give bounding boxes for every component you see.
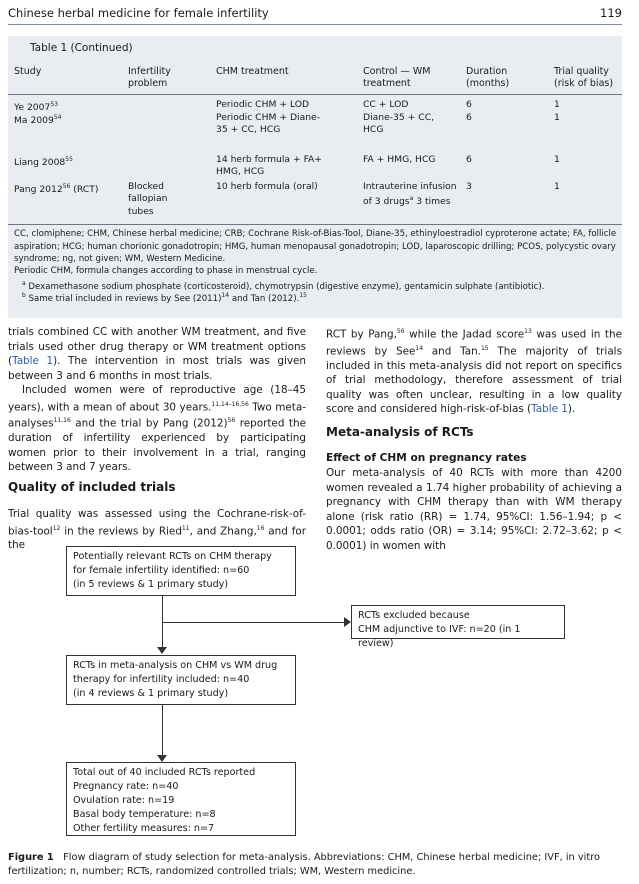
table-row-chm: Periodic CHM + Diane-35 + CC, HCG bbox=[216, 112, 321, 136]
table-row-study: Pang 2012$^{56}$ (RCT) bbox=[14, 183, 99, 196]
flow-box-outcomes: Total out of 40 included RCTs reported Pregnancy rate: n=40 Ovulation rate: n=19 Basal body temperature: n=8 Other fertility measures: n=7 bbox=[66, 762, 296, 836]
table-footnote-periodic: Periodic CHM, formula changes according to phase in menstrual cycle. bbox=[14, 266, 318, 276]
right-paragraph-2: Our meta-analysis of 40 RCTs with more than 4200 women revealed a 1.74 higher probability of achieving a pregnancy with CHM therapy than with WM therapy alone (risk ratio (RR) = 1.74, 95%CI: 1.56–1.94; p < 0.0001; odds ratio (OR) = 3.14; 95%CI: 2.72–3.62; p < 0.0001) in women with bbox=[326, 467, 622, 552]
table-row-duration: 6 bbox=[466, 112, 472, 123]
flow-box-excluded: RCTs excluded because CHM adjunctive to IVF: n=20 (in 1 review) bbox=[351, 605, 565, 639]
col-header-control: Control — WM treatment bbox=[363, 66, 431, 89]
table-row-quality: 1 bbox=[554, 154, 560, 165]
left-paragraph-2: Included women were of reproductive age (18–45 years), with a mean of about 30 years.$^{11,14-16,56}$ Two meta-analyses$^{11,16}$ and the trial by Pang $(2012)^{56}$ reported the duration of infertility experienced by participating women prior to their involvement in a trial, ranging between 3 and 7 years. bbox=[8, 384, 306, 474]
table-row-chm: Periodic CHM + LOD bbox=[216, 99, 310, 110]
table-row-study: Liang 2008$^{55}$ bbox=[14, 156, 73, 169]
table-row-quality: 1 bbox=[554, 112, 560, 123]
table-row-duration: 6 bbox=[466, 154, 472, 165]
table-row-control: CC + LOD bbox=[363, 99, 409, 110]
table-footnote-a: $^a$ Dexamethasone sodium phosphate (corticosteroid), chymotrypsin (digestive enzyme), gentamicin sulphate (antibiotic). bbox=[22, 280, 545, 292]
table-header-rule bbox=[8, 94, 622, 95]
table-row-duration: 6 bbox=[466, 99, 472, 110]
page-number: 119 bbox=[600, 6, 622, 20]
section-heading-quality: Quality of included trials bbox=[8, 480, 176, 494]
table-row-control: Diane-35 + CC, HCG bbox=[363, 112, 435, 136]
col-header-duration: Duration (months) bbox=[466, 66, 510, 89]
flow-box-included: RCTs in meta-analysis on CHM vs WM drug therapy for infertility included: n=40 (in 4 reviews & 1 primary study) bbox=[66, 655, 296, 705]
figure-caption: Figure 1 Flow diagram of study selection for meta-analysis. Abbreviations: CHM, Chinese herbal medicine; IVF, in vitro fertilization; n, number; RCTs, randomized controlled trials; WM, Western medicine. bbox=[8, 852, 601, 877]
figure-label: Figure 1 bbox=[8, 852, 54, 863]
header-rule bbox=[8, 24, 622, 25]
col-header-chm: CHM treatment bbox=[216, 66, 289, 77]
running-title: Chinese herbal medicine for female infertility bbox=[8, 6, 269, 20]
table-row-chm: 10 herb formula (oral) bbox=[216, 181, 318, 192]
col-header-problem: Infertility problem bbox=[128, 66, 171, 89]
flow-arrow-down-1 bbox=[157, 647, 167, 654]
table-row-duration: 3 bbox=[466, 181, 472, 192]
flow-connector-exclude bbox=[162, 622, 345, 623]
table-footnote-abbreviations: CC, clomiphene; CHM, Chinese herbal medicine; CRB; Cochrane Risk-of-Bias-Tool, Diane-35, ethinyloestradiol cyproterone actate; FA, follicle aspiration; HCG; human chorionic gonadotropin; HMG, human menopausal gonadotropin; LOD, laparoscopic drilling; PCOS, polycystic ovary syndrome; ng, not given; WM, Western Medicine. bbox=[14, 229, 617, 265]
flow-box-identified: Potentially relevant RCTs on CHM therapy for female infertility identified: n=60 (in 5 reviews & 1 primary study) bbox=[66, 546, 296, 596]
col-header-study: Study bbox=[14, 66, 42, 77]
table-row-control: FA + HMG, HCG bbox=[363, 154, 436, 165]
right-paragraph-1: RCT by Pang,$^{56}$ while the Jadad score$^{13}$ was used in the reviews by See$^{14}$ and Tan.$^{15}$ The majority of trials included in this meta-analysis did not report on specifics of trial methodology, therefore assessment of trial quality was often unclear, resulting in a low quality score and considered high-risk-of-bias (Table 1). bbox=[326, 328, 622, 416]
subsection-heading-pregnancy: Effect of CHM on pregnancy rates bbox=[326, 452, 527, 464]
left-paragraph-3: Trial quality was assessed using the Cochrane-risk-of-bias-tool$^{12}$ in the reviews by Ried$^{11}$, and Zhang,$^{16}$ and for the bbox=[8, 508, 306, 552]
table-row-chm: 14 herb formula + FA+ HMG, HCG bbox=[216, 154, 323, 178]
table-row-control: Intrauterine infusion of 3 drugs$^a$ 3 times bbox=[363, 181, 457, 208]
left-paragraph-1: trials combined CC with another WM treatment, and five trials used other drug therapy or WM treatment options (Table 1). The intervention in most trials was given between 3 and 6 months in most trials. bbox=[8, 326, 306, 382]
flow-arrow-right bbox=[344, 617, 351, 627]
table-footnote-b: $^b$ Same trial included in reviews by See $(2011)^{14}$ and Tan (2012).$^{15}$ bbox=[22, 292, 307, 304]
table-row-problem: Blocked fallopian tubes bbox=[128, 181, 168, 217]
table-body-rule bbox=[8, 224, 622, 225]
table-row-study: Ye 2007$^{53}$ bbox=[14, 101, 58, 114]
table-title: Table 1 (Continued) bbox=[30, 42, 133, 54]
table-row-quality: 1 bbox=[554, 181, 560, 192]
table-row-quality: 1 bbox=[554, 99, 560, 110]
table-row-study: Ma 2009$^{54}$ bbox=[14, 114, 62, 127]
flow-arrow-down-2 bbox=[157, 755, 167, 762]
col-header-quality: Trial quality (risk of bias) bbox=[554, 66, 614, 89]
section-heading-meta-analysis: Meta-analysis of RCTs bbox=[326, 425, 474, 439]
flow-connector-2 bbox=[162, 705, 163, 755]
